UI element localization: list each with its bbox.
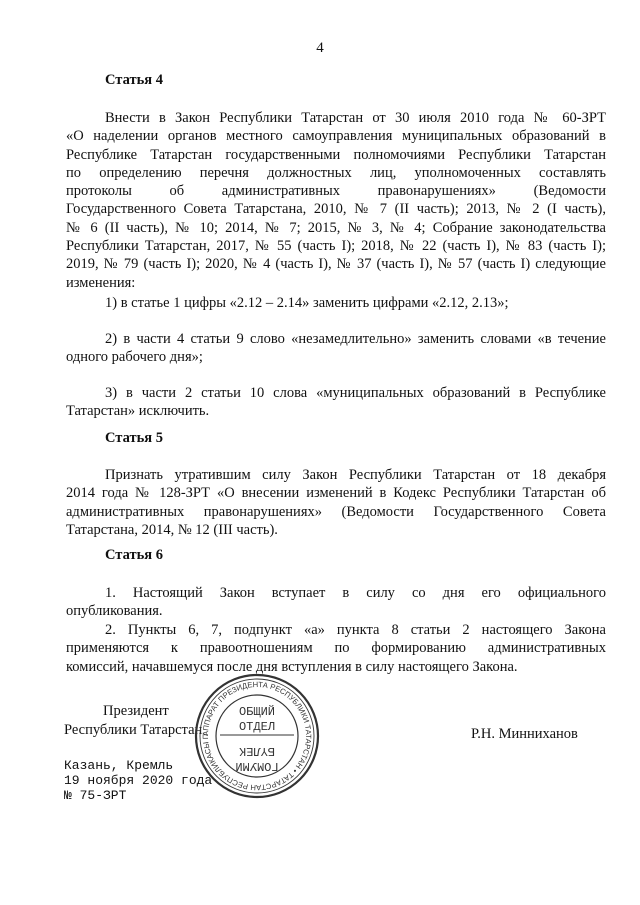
article-4-item-1 <box>66 294 606 312</box>
signature-place: Казань, Кремль <box>64 758 174 773</box>
text-line: 3) в части 2 статьи 10 слова «муниципальных образований в Республике <box>105 385 606 401</box>
text-line: Внести в Закон Республики Татарстан от 30 июля 2010 года № 60-ЗРТ <box>105 110 606 126</box>
text-line: № 6 (II часть), № 10; 2014, № 7; 2015, № 3, № 4; Собрание законодательства <box>66 219 606 236</box>
signature-title-line-1: Президент <box>103 703 169 719</box>
signature-date: 19 ноября 2020 года <box>64 773 213 788</box>
text-line: 2. Пункты 6, 7, подпункт «а» пункта 8 статьи 2 настоящего Закона <box>105 622 606 638</box>
signature-title-line-2: Республики Татарстан <box>64 722 203 738</box>
article-6-heading: Статья 6 <box>105 547 163 563</box>
text-line: применяются к правоотношениям по формированию административных <box>66 640 606 657</box>
article-4-item-3 <box>66 384 606 421</box>
text-line: Признать утратившим силу Закон Республики Татарстан от 18 декабря <box>105 467 606 483</box>
article-5-text <box>66 466 606 539</box>
text-line: Республики Татарстан, 2017, № 55 (часть I); 2018, № 22 (часть I), № 83 (часть I); <box>66 238 606 255</box>
seal-graphic <box>192 671 322 801</box>
text-line: «О наделении органов местного самоуправления муниципальных образований в <box>66 128 606 145</box>
text-line: изменения: <box>66 274 136 291</box>
text-line: административных правонарушениях» (Ведомости Государственного Совета <box>66 503 606 520</box>
article-4-item-2 <box>66 330 606 367</box>
text-line: Татарстан» исключить. <box>66 403 210 420</box>
text-line: опубликования. <box>66 603 163 620</box>
seal-line-1: ОБЩИЙ <box>238 705 276 719</box>
article-6-item-1 <box>66 584 606 621</box>
text-line: Государственного Совета Татарстана, 2010, № 7 (II часть); 2013, № 2 (I часть), <box>66 201 606 218</box>
text-line: 2019, № 79 (часть I); 2020, № 4 (часть I), № 37 (часть I), № 57 (часть I) следующие <box>66 256 606 273</box>
seal-line-4: БҮЛЕК <box>238 744 276 758</box>
text-line: Республике Татарстан государственными полномочиями Республики Татарстан <box>66 146 606 163</box>
article-6-item-2 <box>66 621 606 676</box>
text-line: протоколы об административных правонарушениях» (Ведомости <box>66 183 606 200</box>
article-4-intro <box>66 109 606 292</box>
text-line: одного рабочего дня»; <box>66 349 203 366</box>
text-line: Татарстана, 2014, № 12 (III часть). <box>66 521 278 538</box>
text-line: комиссий, начавшемуся после дня вступления в силу настоящего Закона. <box>66 658 518 675</box>
signature-name: Р.Н. Минниханов <box>471 726 578 742</box>
text-line: 2014 года № 128-ЗРТ «О внесении изменений в Кодекс Республики Татарстан об <box>66 485 606 502</box>
seal-line-2: ОТДЕЛ <box>238 720 276 734</box>
page-number: 4 <box>316 40 324 56</box>
text-line: по определению перечня должностных лиц, уполномоченных составлять <box>66 164 606 181</box>
article-4-heading: Статья 4 <box>105 72 163 88</box>
text-line: 1) в статье 1 цифры «2.12 – 2.14» заменить цифрами «2.12, 2.13»; <box>105 295 509 311</box>
seal-line-3: ГОМУМИ <box>235 759 279 773</box>
article-5-heading: Статья 5 <box>105 430 163 446</box>
text-line: 1. Настоящий Закон вступает в силу со дня его официального <box>105 585 606 601</box>
text-line: 2) в части 4 статьи 9 слово «незамедлительно» заменить словами «в течение <box>105 331 606 347</box>
official-seal-stamp <box>192 671 322 801</box>
seal-ring-text: АППАРАТ ПРЕЗИДЕНТА РЕСПУБЛИКИ ТАТАРСТАН • ТАТАРСТАН РЕСПУБЛИКАСЫ П <box>200 679 314 793</box>
signature-number: № 75-ЗРТ <box>64 788 127 803</box>
